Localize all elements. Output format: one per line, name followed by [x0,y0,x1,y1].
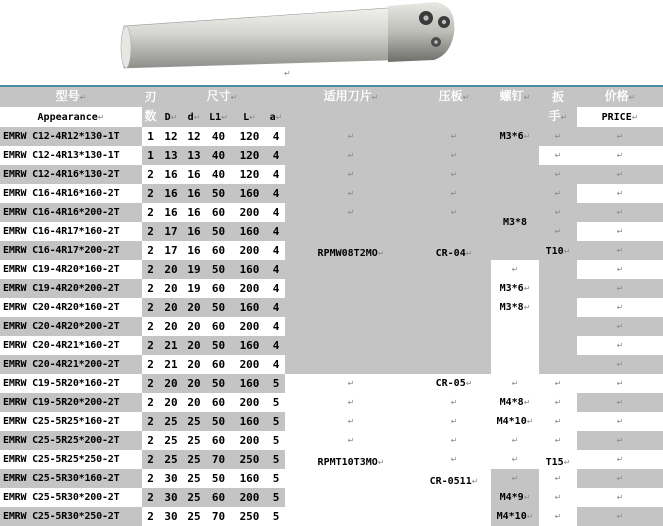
d-value: 13 [183,146,205,165]
blades-value: 2 [142,184,159,203]
L1-value: 70 [205,450,232,469]
a-value: 4 [267,298,285,317]
d-value: 25 [183,431,205,450]
d-value: 16 [183,184,205,203]
model-code: EMRW C16-4R17*200-2T [0,241,142,260]
a-value: 5 [267,450,285,469]
price-cell: ↵ [577,450,663,469]
a-value: 5 [267,507,285,526]
L-value: 120 [232,165,267,184]
col-D-header: D↵ [159,107,183,127]
blades-value: 2 [142,203,159,222]
header-row-1 [0,86,663,107]
D-value: 20 [159,298,183,317]
col-L-header: L↵ [232,107,267,127]
screw-m4x10-b-cell: M4*10↵ [491,507,539,526]
L1-value: 40 [205,127,232,146]
screw-m4x8-cell: M4*8↵ [491,393,539,412]
L-value: 200 [232,488,267,507]
d-value: 16 [183,241,205,260]
d-value: 25 [183,412,205,431]
price-cell: ↵ [577,393,663,412]
insert-group1-cell: RPMW08T2MO↵ [285,222,417,260]
d-value: 19 [183,260,205,279]
paragraph-mark: ↵ [284,69,291,78]
model-code: EMRW C25-5R30*250-2T [0,507,142,526]
d-value: 25 [183,469,205,488]
table-row [0,393,663,412]
d-value: 20 [183,355,205,374]
wrench-cell: ↵ [539,203,577,222]
insert-cell: ↵ [285,127,417,146]
blades-value: 2 [142,393,159,412]
table-row [0,431,663,450]
clamp-title-cell: 压板↵ [417,86,491,127]
d-value: 20 [183,374,205,393]
D-value: 17 [159,222,183,241]
wrench-t15-cell: T15↵ [539,450,577,469]
d-value: 16 [183,165,205,184]
L-value: 160 [232,336,267,355]
a-value: 4 [267,317,285,336]
a-value: 5 [267,393,285,412]
L1-value: 50 [205,374,232,393]
D-value: 16 [159,184,183,203]
L-value: 200 [232,203,267,222]
insert-cell: ↵ [285,184,417,203]
a-value: 4 [267,203,285,222]
L1-value: 50 [205,260,232,279]
L-value: 160 [232,222,267,241]
table-row [0,450,663,469]
L1-value: 60 [205,393,232,412]
insert-cell [285,488,417,507]
wrench-cell: ↵ [539,146,577,165]
clamp-cell [417,507,491,526]
screw-m3x6-mid-cell: M3*6↵ [491,279,539,298]
price-cell: ↵ [577,507,663,526]
blades-value: 2 [142,469,159,488]
screw-cell: ↵ [491,260,539,279]
blades-value: 2 [142,374,159,393]
clamp-cell: ↵ [417,146,491,165]
model-code: EMRW C12-4R16*130-2T [0,165,142,184]
blades-value: 2 [142,222,159,241]
L-value: 160 [232,298,267,317]
a-value: 4 [267,336,285,355]
blades-value: 1 [142,146,159,165]
clamp-cell: ↵ [417,393,491,412]
a-value: 5 [267,412,285,431]
price-label-cell: PRICE↵ [577,107,663,127]
a-value: 5 [267,374,285,393]
size-title-cell: 尺寸↵ [159,86,285,107]
clamp-cell: ↵ [417,412,491,431]
L1-value: 60 [205,431,232,450]
wrench-cell: ↵ [539,374,577,393]
D-value: 20 [159,393,183,412]
clamp-cell: ↵ [417,203,491,222]
model-code: EMRW C19-4R20*200-2T [0,279,142,298]
model-code: EMRW C16-4R16*200-2T [0,203,142,222]
price-cell: ↵ [577,336,663,355]
insert-cell: ↵ [285,374,417,393]
L1-value: 40 [205,146,232,165]
L-value: 200 [232,241,267,260]
insert-cell: ↵ [285,393,417,412]
L1-value: 70 [205,507,232,526]
D-value: 21 [159,336,183,355]
model-code: EMRW C16-4R16*160-2T [0,184,142,203]
L-value: 160 [232,260,267,279]
D-value: 25 [159,431,183,450]
D-value: 30 [159,469,183,488]
wrench-cell: ↵ [539,412,577,431]
model-code: EMRW C19-5R20*200-2T [0,393,142,412]
screw-m3x8-mid-cell: M3*8↵ [491,298,539,317]
L-value: 120 [232,127,267,146]
screw-title-cell: 螺钉↵ [491,86,539,127]
d-value: 20 [183,393,205,412]
clamp-cell: ↵ [417,165,491,184]
d-value: 12 [183,127,205,146]
L-value: 200 [232,393,267,412]
blades-value: 2 [142,241,159,260]
L1-value: 60 [205,488,232,507]
a-value: 5 [267,469,285,488]
L1-value: 60 [205,203,232,222]
screw-m4x10-a-cell: M4*10↵ [491,412,539,431]
D-value: 20 [159,279,183,298]
L-value: 250 [232,450,267,469]
model-code: EMRW C25-5R30*160-2T [0,469,142,488]
blades-value: 2 [142,298,159,317]
insert-group2-cell: RPMT10T3MO↵ [285,450,417,469]
screw-cell: ↵ [491,374,539,393]
a-value: 4 [267,146,285,165]
L-value: 120 [232,146,267,165]
insert-cell [285,260,417,374]
D-value: 16 [159,203,183,222]
d-value: 20 [183,298,205,317]
blades-value: 2 [142,165,159,184]
screw-cell: ↵ [491,450,539,469]
L1-value: 50 [205,222,232,241]
L-value: 200 [232,279,267,298]
D-value: 17 [159,241,183,260]
wrench-cell: ↵ [539,165,577,184]
price-cell: ↵ [577,203,663,222]
price-cell: ↵ [577,260,663,279]
wrench-cell: ↵ [539,488,577,507]
L1-value: 60 [205,279,232,298]
spec-table [0,85,663,526]
price-cell: ↵ [577,488,663,507]
D-value: 30 [159,488,183,507]
price-cell: ↵ [577,184,663,203]
a-value: 4 [267,260,285,279]
model-code: EMRW C12-4R12*130-1T [0,127,142,146]
L-value: 160 [232,469,267,488]
L1-value: 60 [205,241,232,260]
blades-value: 2 [142,279,159,298]
d-value: 16 [183,203,205,222]
L1-value: 50 [205,469,232,488]
D-value: 30 [159,507,183,526]
wrench-cell: ↵ [539,184,577,203]
L1-value: 60 [205,317,232,336]
L-value: 160 [232,412,267,431]
table-row [0,222,663,241]
screw-cell: ↵ [491,469,539,488]
L1-value: 60 [205,355,232,374]
a-value: 4 [267,279,285,298]
a-value: 4 [267,241,285,260]
model-code: EMRW C25-5R25*160-2T [0,412,142,431]
model-code: EMRW C20-4R20*160-2T [0,298,142,317]
screw-cell: M3*6↵ [491,127,539,184]
clamp-cell [417,260,491,374]
clamp-cell: ↵ [417,450,491,469]
table-row [0,184,663,203]
appearance-label-cell: Appearance↵ [0,107,142,127]
d-value: 16 [183,222,205,241]
blades-value: 2 [142,336,159,355]
L1-value: 50 [205,412,232,431]
D-value: 12 [159,127,183,146]
insert-cell [285,507,417,526]
price-cell: ↵ [577,412,663,431]
col-d-header: d↵ [183,107,205,127]
screw-cell [491,317,539,336]
a-value: 5 [267,488,285,507]
blades-value: 2 [142,260,159,279]
L-value: 250 [232,507,267,526]
model-code: EMRW C12-4R13*130-1T [0,146,142,165]
table-row [0,507,663,526]
clamp-group2b-cell: CR-0511↵ [417,469,491,488]
D-value: 25 [159,450,183,469]
blades-value: 2 [142,450,159,469]
screw-cell [491,355,539,374]
col-L1-header: L1↵ [205,107,232,127]
clamp-cell: ↵ [417,184,491,203]
price-cell: ↵ [577,317,663,336]
model-code: EMRW C20-4R20*200-2T [0,317,142,336]
model-code: EMRW C20-4R21*160-2T [0,336,142,355]
wrench-t10-cell: T10↵ [539,241,577,374]
insert-cell [285,469,417,488]
screw-m4x9-cell: M4*9↵ [491,488,539,507]
model-code: EMRW C25-5R30*200-2T [0,488,142,507]
clamp-cell: ↵ [417,127,491,146]
a-value: 4 [267,127,285,146]
model-title-cell: 型号↵ [0,86,142,107]
L-value: 200 [232,431,267,450]
wrench-cell: ↵ [539,393,577,412]
blades-value: 2 [142,317,159,336]
D-value: 20 [159,260,183,279]
model-code: EMRW C16-4R17*160-2T [0,222,142,241]
wrench-cell: ↵ [539,127,577,146]
price-cell: ↵ [577,374,663,393]
clamp-group1-cell: CR-04↵ [417,222,491,260]
insert-cell: ↵ [285,412,417,431]
blades-value: 2 [142,355,159,374]
table-row [0,127,663,146]
a-value: 4 [267,355,285,374]
screw-cell: M3*8 [491,184,539,260]
D-value: 20 [159,317,183,336]
insert-title-cell: 适用刀片↵ [285,86,417,127]
wrench-title-cell: 扳 手↵ [539,86,577,127]
wrench-cell: ↵ [539,222,577,241]
clamp-cell: ↵ [417,431,491,450]
blades-title-cell: 刃 数 [142,86,159,127]
d-value: 25 [183,507,205,526]
screw-cell [491,336,539,355]
price-cell: ↵ [577,241,663,260]
model-code: EMRW C19-5R20*160-2T [0,374,142,393]
blades-value: 1 [142,127,159,146]
D-value: 13 [159,146,183,165]
table-row [0,488,663,507]
price-cell: ↵ [577,431,663,450]
price-cell: ↵ [577,355,663,374]
price-cell: ↵ [577,279,663,298]
clamp-cell [417,488,491,507]
D-value: 16 [159,165,183,184]
L1-value: 40 [205,165,232,184]
insert-cell: ↵ [285,165,417,184]
table-row [0,374,663,393]
price-title-cell: 价格↵ [577,86,663,107]
blades-value: 2 [142,431,159,450]
table-row [0,469,663,488]
price-cell: ↵ [577,469,663,488]
col-a-header: a↵ [267,107,285,127]
price-cell: ↵ [577,127,663,146]
price-cell: ↵ [577,222,663,241]
model-code: EMRW C20-4R21*200-2T [0,355,142,374]
blades-value: 2 [142,507,159,526]
d-value: 25 [183,450,205,469]
a-value: 4 [267,165,285,184]
L1-value: 50 [205,298,232,317]
clamp-group2a-cell: CR-05↵ [417,374,491,393]
a-value: 4 [267,222,285,241]
L-value: 160 [232,184,267,203]
model-code: EMRW C25-5R25*250-2T [0,450,142,469]
wrench-cell: ↵ [539,507,577,526]
a-value: 4 [267,184,285,203]
table-row [0,165,663,184]
price-cell: ↵ [577,146,663,165]
d-value: 20 [183,317,205,336]
wrench-cell: ↵ [539,469,577,488]
d-value: 25 [183,488,205,507]
d-value: 19 [183,279,205,298]
end-mill-product-image [118,0,458,78]
screw-cell: ↵ [491,431,539,450]
L-value: 200 [232,317,267,336]
model-code: EMRW C19-4R20*160-2T [0,260,142,279]
L-value: 160 [232,374,267,393]
blades-value: 2 [142,412,159,431]
table-row [0,146,663,165]
d-value: 20 [183,336,205,355]
a-value: 5 [267,431,285,450]
price-cell: ↵ [577,298,663,317]
insert-cell: ↵ [285,203,417,222]
D-value: 21 [159,355,183,374]
insert-cell: ↵ [285,431,417,450]
table-row [0,203,663,222]
model-code: EMRW C25-5R25*200-2T [0,431,142,450]
table-row [0,412,663,431]
blades-value: 2 [142,488,159,507]
D-value: 25 [159,412,183,431]
L1-value: 50 [205,184,232,203]
wrench-cell: ↵ [539,431,577,450]
L-value: 200 [232,355,267,374]
D-value: 20 [159,374,183,393]
price-cell: ↵ [577,165,663,184]
L1-value: 50 [205,336,232,355]
insert-cell: ↵ [285,146,417,165]
